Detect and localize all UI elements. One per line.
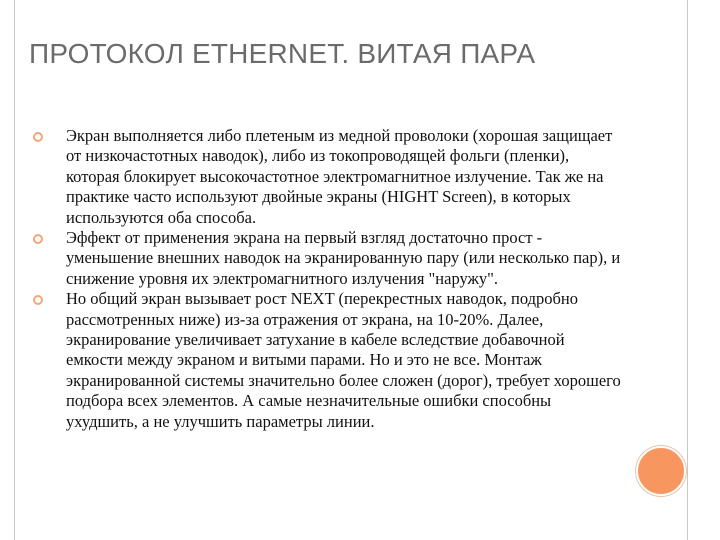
bullet-item [33, 126, 623, 228]
bullet-list [33, 126, 623, 432]
bullet-item [33, 228, 623, 289]
bullet-item [33, 289, 623, 432]
bullet-circle-icon [33, 234, 43, 244]
bullet-text: Экран выполняется либо плетеным из медной проволоки (хорошая защищает от низкочастотных наводок), либо из токопроводящей фольги (пленки), которая блокирует высокочастотное электромагнитное излучение. Так же на практике часто используют двойные экраны (HIGHT Screen), в которых используются оба способа. [66, 126, 613, 227]
bullet-circle-icon [33, 295, 43, 305]
bullet-circle-icon [33, 132, 43, 142]
bullet-text: Эффект от применения экрана на первый взгляд достаточно прост - уменьшение внешних наводок на экранированную пару (или несколько пар), и снижение уровня их электромагнитного излучения "наружу". [66, 228, 621, 288]
slide-title: ПРОТОКОЛ ETHERNET. ВИТАЯ ПАРА [29, 38, 536, 69]
decorative-circle-icon [636, 446, 686, 496]
bullet-text: Но общий экран вызывает рост NEXT (перекрестных наводок, подробно рассмотренных ниже) из-за отражения от экрана, на 10-20%. Далее, экранирование увеличивает затухание в кабеле вследствие добавочной емкости между экраном и витыми парами. Но и это не все. Монтаж экранированной системы значительно более сложен (дорог), требует хорошего подбора всех элементов. А самые незначительные ошибки способны ухудшить, а не улучшить параметры линии. [66, 289, 621, 431]
slide-content [33, 126, 623, 432]
